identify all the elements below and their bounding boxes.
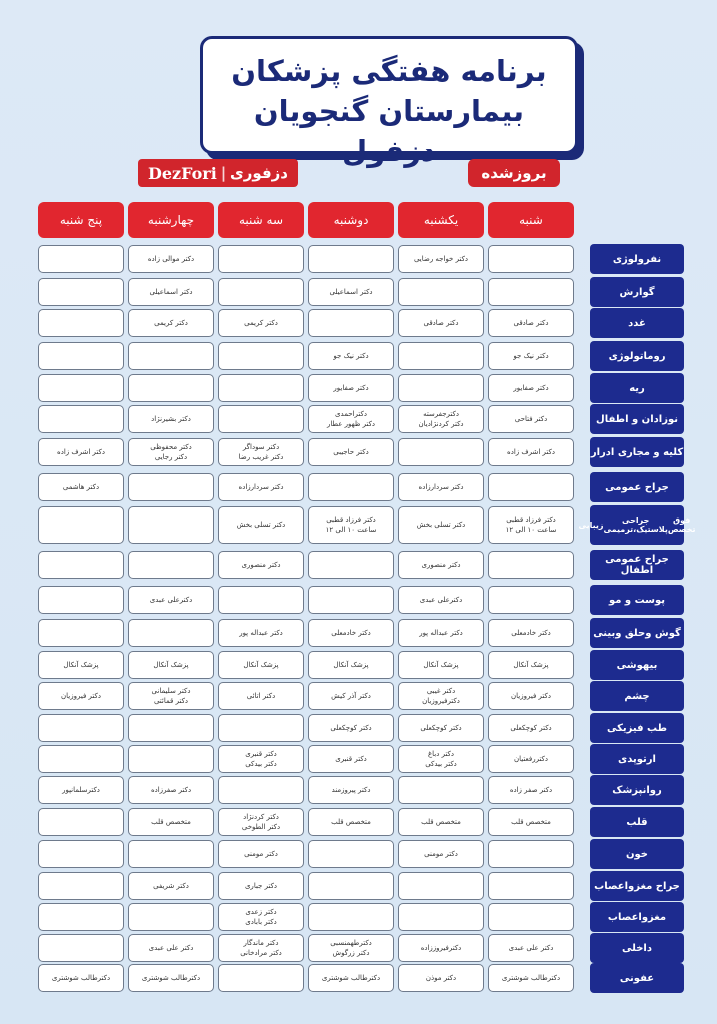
schedule-cell — [38, 745, 124, 773]
schedule-cell: دکتر مومنی — [218, 840, 304, 868]
schedule-cell: دکتر سردارزاده — [218, 473, 304, 501]
updated-badge: بروزشده — [468, 159, 560, 187]
schedule-cell — [488, 551, 574, 579]
schedule-cell: دکتر سلیمانی دکتر قمائتی — [128, 682, 214, 710]
day-header: پنج شنبه — [38, 202, 124, 238]
schedule-cell — [218, 776, 304, 804]
schedule-cell: متخصص قلب — [398, 808, 484, 836]
specialty-label: جراح عمومی — [590, 472, 684, 502]
schedule-cell: پزشک آنکال — [218, 651, 304, 679]
day-header: سه شنبه — [218, 202, 304, 238]
schedule-cell — [218, 374, 304, 402]
schedule-cell: دکتر پیروزمند — [308, 776, 394, 804]
schedule-cell: دکتر محفوظی دکتر رجایی — [128, 438, 214, 466]
schedule-cell — [38, 506, 124, 544]
schedule-cell: دکتر فرزاد قطبی ساعت ۱۰ الی ۱۲ — [308, 506, 394, 544]
specialty-label: مغزواعصاب — [590, 902, 684, 932]
schedule-cell — [308, 840, 394, 868]
schedule-cell — [398, 903, 484, 931]
schedule-cell — [218, 245, 304, 273]
brand-fa: دزفوری — [230, 164, 288, 182]
schedule-cell — [38, 586, 124, 614]
schedule-cell — [38, 342, 124, 370]
schedule-cell — [128, 903, 214, 931]
schedule-cell — [308, 245, 394, 273]
schedule-cell — [38, 619, 124, 647]
specialty-label: گوش وحلق وبینی — [590, 618, 684, 648]
schedule-cell — [38, 278, 124, 306]
schedule-cell: دکتر بشیرنژاد — [128, 405, 214, 433]
schedule-cell — [398, 278, 484, 306]
schedule-cell: دکتر کوچکعلی — [308, 714, 394, 742]
schedule-cell: دکتر موالی زاده — [128, 245, 214, 273]
schedule-cell — [38, 405, 124, 433]
schedule-cell — [488, 840, 574, 868]
schedule-cell: دکتر اشرف زاده — [488, 438, 574, 466]
schedule-cell — [398, 872, 484, 900]
schedule-cell: دکتر فرزاد قطبی ساعت ۱۰ الی ۱۲ — [488, 506, 574, 544]
schedule-cell: دکترطالب شوشتری — [308, 964, 394, 992]
schedule-cell — [128, 473, 214, 501]
schedule-cell: دکتر کریمی — [218, 309, 304, 337]
schedule-cell: دکتر علی عبدی — [128, 934, 214, 962]
specialty-label: پوست و مو — [590, 585, 684, 615]
schedule-cell: دکتر صفر زاده — [488, 776, 574, 804]
schedule-cell: دکترجفرسته دکتر کردنژادیان — [398, 405, 484, 433]
schedule-cell: دکتر کردنژاد دکتر الطوخی — [218, 808, 304, 836]
specialty-label: داخلی — [590, 933, 684, 963]
schedule-cell: دکترفیروززاده — [398, 934, 484, 962]
brand-separator: | — [220, 164, 227, 182]
specialty-label: چشم — [590, 681, 684, 711]
schedule-cell: دکتر ماندگار دکتر مرادخانی — [218, 934, 304, 962]
schedule-cell: دکتر منصوری — [398, 551, 484, 579]
schedule-cell — [38, 309, 124, 337]
title-box — [200, 36, 578, 168]
schedule-cell: دکتر قنبری — [308, 745, 394, 773]
schedule-cell — [218, 342, 304, 370]
schedule-cell: دکترطالب شوشتری — [488, 964, 574, 992]
schedule-cell: دکتر مومنی — [398, 840, 484, 868]
schedule-cell — [488, 586, 574, 614]
page-title-line2: بیمارستان گنجویان دزفول — [253, 94, 525, 168]
schedule-cell: دکتر عبداله پور — [398, 619, 484, 647]
schedule-cell — [398, 342, 484, 370]
schedule-cell — [398, 438, 484, 466]
schedule-cell: دکتر سوداگر دکتر غریب رضا — [218, 438, 304, 466]
schedule-cell: دکتر اسماعیلی — [308, 278, 394, 306]
schedule-cell: دکتر فیروزیان — [38, 682, 124, 710]
schedule-cell: متخصص قلب — [128, 808, 214, 836]
schedule-cell — [38, 374, 124, 402]
schedule-cell — [38, 934, 124, 962]
schedule-cell: دکتر عبداله پور — [218, 619, 304, 647]
schedule-cell: دکترطالب شوشتری — [128, 964, 214, 992]
schedule-cell — [128, 840, 214, 868]
schedule-cell: دکتر کوچکعلی — [398, 714, 484, 742]
schedule-cell: دکتر اشرف زاده — [38, 438, 124, 466]
schedule-cell: متخصص قلب — [488, 808, 574, 836]
schedule-cell: دکترعلی عبدی — [398, 586, 484, 614]
specialty-label: نوزادان و اطفال — [590, 404, 684, 434]
schedule-cell — [398, 374, 484, 402]
schedule-cell — [38, 551, 124, 579]
schedule-cell: دکتر دباغ دکتر بیدکی — [398, 745, 484, 773]
schedule-cell — [218, 405, 304, 433]
specialty-label: کلیه و مجاری ادرار — [590, 437, 684, 467]
specialty-label: روانپزشک — [590, 775, 684, 805]
page-title-line1: برنامه هفتگی پزشکان — [231, 54, 547, 88]
schedule-cell: دکتر قنبری دکتر بیدکی — [218, 745, 304, 773]
schedule-cell: دکتر زعدی دکتر بابادی — [218, 903, 304, 931]
schedule-cell — [38, 872, 124, 900]
specialty-label: عفونی — [590, 963, 684, 993]
schedule-cell: دکتر صادقی — [398, 309, 484, 337]
specialty-label: گوارش — [590, 277, 684, 307]
schedule-cell: دکتر آذر کیش — [308, 682, 394, 710]
schedule-cell — [128, 374, 214, 402]
specialty-label: فوق تخصص جراحی پلاستیک،ترمیمی زیبایی — [590, 505, 684, 545]
schedule-cell: دکتررفعتیان — [488, 745, 574, 773]
schedule-cell — [218, 278, 304, 306]
schedule-cell: دکتر نیک جو — [308, 342, 394, 370]
schedule-cell: دکترطهمنسبی دکتر زرگوش — [308, 934, 394, 962]
schedule-cell: دکترعلی عبدی — [128, 586, 214, 614]
schedule-cell: دکترطالب شوشتری — [38, 964, 124, 992]
schedule-cell: دکتر غیبی دکترفیروزیان — [398, 682, 484, 710]
schedule-cell — [218, 714, 304, 742]
schedule-cell — [308, 309, 394, 337]
specialty-label: قلب — [590, 807, 684, 837]
schedule-cell: پزشک آنکال — [308, 651, 394, 679]
schedule-cell: دکتر صفرزاده — [128, 776, 214, 804]
schedule-cell: دکتر حاجیبی — [308, 438, 394, 466]
schedule-cell — [488, 245, 574, 273]
specialty-label: خون — [590, 839, 684, 869]
schedule-cell: پزشک آنکال — [128, 651, 214, 679]
schedule-cell: دکتر سردارزاده — [398, 473, 484, 501]
specialty-label: غدد — [590, 308, 684, 338]
schedule-cell — [488, 903, 574, 931]
schedule-cell — [488, 473, 574, 501]
schedule-cell: دکتر تسلی بخش — [398, 506, 484, 544]
schedule-cell — [128, 745, 214, 773]
schedule-cell: پزشک آنکال — [398, 651, 484, 679]
schedule-cell — [308, 903, 394, 931]
schedule-cell — [488, 278, 574, 306]
schedule-cell: متخصص قلب — [308, 808, 394, 836]
schedule-cell: دکتر تسلی بخش — [218, 506, 304, 544]
brand-en: DezFori — [148, 163, 217, 183]
specialty-label: روماتولوژی — [590, 341, 684, 371]
schedule-cell: دکتر کریمی — [128, 309, 214, 337]
schedule-cell: دکتر کوچکعلی — [488, 714, 574, 742]
schedule-cell — [308, 586, 394, 614]
schedule-cell: دکتر صفایور — [488, 374, 574, 402]
schedule-cell — [38, 840, 124, 868]
schedule-cell: دکتر اتائی — [218, 682, 304, 710]
schedule-cell — [308, 551, 394, 579]
schedule-cell: دکتر هاشمی — [38, 473, 124, 501]
schedule-cell — [398, 776, 484, 804]
schedule-cell: دکتر صادقی — [488, 309, 574, 337]
schedule-cell: دکتر شریفی — [128, 872, 214, 900]
schedule-cell — [38, 903, 124, 931]
schedule-cell: دکتر خادمعلی — [308, 619, 394, 647]
schedule-cell: دکتر فتاحی — [488, 405, 574, 433]
schedule-cell: دکتر علی عبدی — [488, 934, 574, 962]
schedule-cell: دکتر خادمعلی — [488, 619, 574, 647]
brand-badge — [138, 159, 298, 187]
schedule-cell — [128, 342, 214, 370]
schedule-cell — [488, 872, 574, 900]
day-header: یکشنبه — [398, 202, 484, 238]
schedule-cell — [128, 506, 214, 544]
day-header: چهارشنبه — [128, 202, 214, 238]
schedule-cell: دکتراحمدی دکتر ظهور عطار — [308, 405, 394, 433]
schedule-cell: دکترسلمانپور — [38, 776, 124, 804]
specialty-label: ارتوپدی — [590, 744, 684, 774]
schedule-cell — [308, 473, 394, 501]
schedule-cell — [218, 586, 304, 614]
schedule-cell: دکتر جباری — [218, 872, 304, 900]
schedule-cell — [38, 808, 124, 836]
specialty-label: جراح مغزواعصاب — [590, 871, 684, 901]
schedule-cell — [128, 619, 214, 647]
schedule-cell: دکتر نیک جو — [488, 342, 574, 370]
schedule-cell: دکتر منصوری — [218, 551, 304, 579]
schedule-cell: دکتر فیروزیان — [488, 682, 574, 710]
schedule-cell: دکتر اسماعیلی — [128, 278, 214, 306]
schedule-cell — [128, 714, 214, 742]
schedule-cell — [38, 245, 124, 273]
specialty-label: جراح عمومی اطفال — [590, 550, 684, 580]
schedule-cell: پزشک آنکال — [488, 651, 574, 679]
schedule-cell — [128, 551, 214, 579]
schedule-cell — [38, 714, 124, 742]
schedule-cell: دکتر خواجه رضایی — [398, 245, 484, 273]
specialty-label: بیهوشی — [590, 650, 684, 680]
schedule-cell: دکتر موذن — [398, 964, 484, 992]
schedule-cell: دکتر صفایور — [308, 374, 394, 402]
schedule-cell — [308, 872, 394, 900]
specialty-label: ریه — [590, 373, 684, 403]
day-header: شنبه — [488, 202, 574, 238]
schedule-cell: پزشک آنکال — [38, 651, 124, 679]
specialty-label: نفرولوژی — [590, 244, 684, 274]
specialty-label: طب فیزیکی — [590, 713, 684, 743]
day-header: دوشنبه — [308, 202, 394, 238]
schedule-cell — [218, 964, 304, 992]
